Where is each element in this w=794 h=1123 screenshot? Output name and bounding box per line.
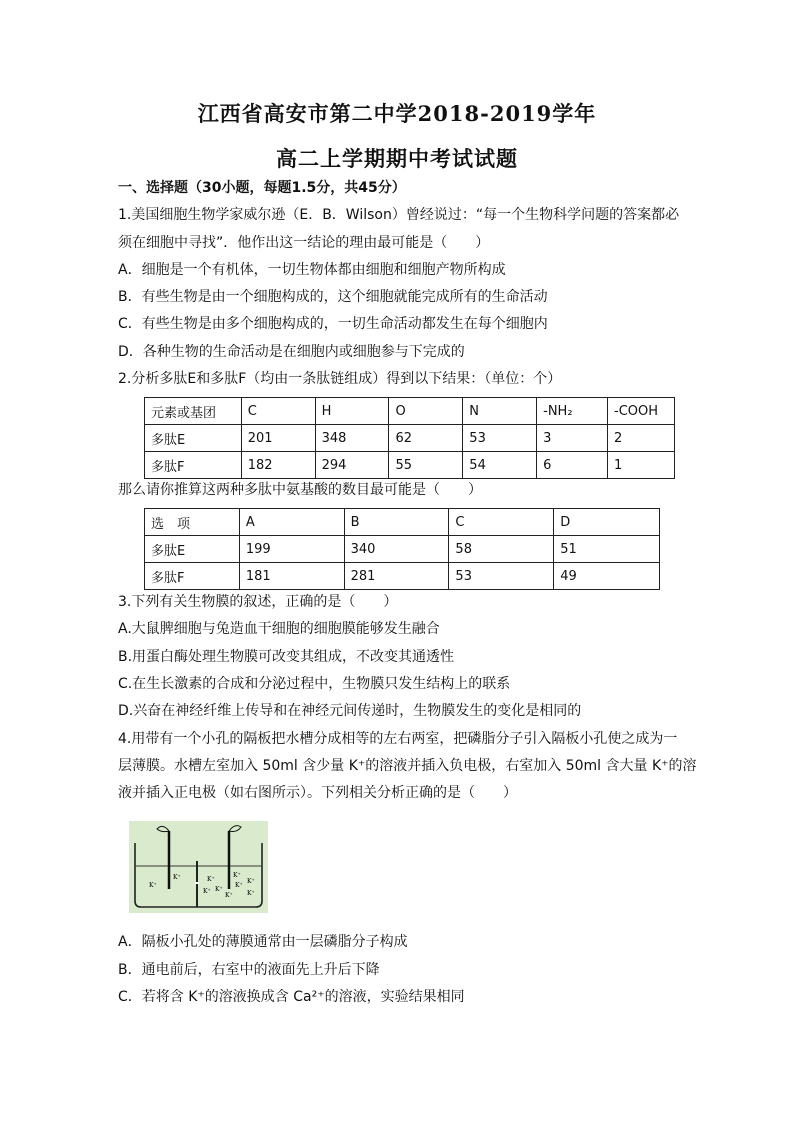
q1-option-d: D．各种生物的生命活动是在细胞内或细胞参与下完成的 [118,344,465,360]
table-cell: 元素或基团 [145,398,242,425]
ion-label: K⁺ [207,876,215,883]
table-cell: 2 [608,425,675,452]
q1-stem-line1: 1.美国细胞生物学家威尔逊（E．B．Wilson）曾经说过：“每一个生物科学问题的答案都必 [118,207,680,223]
q4-option-a: A．隔板小孔处的薄膜通常由一层磷脂分子构成 [118,934,408,950]
table-cell: H [315,398,389,425]
q4-option-c: C．若将含 K⁺的溶液换成含 Ca²⁺的溶液，实验结果相同 [118,989,465,1005]
table-cell: 49 [554,563,660,590]
q4-stem-line1: 4.用带有一个小孔的隔板把水槽分成相等的左右两室，把磷脂分子引入隔板小孔使之成为一 [118,731,678,747]
q2-followup: 那么请你推算这两种多肽中氨基酸的数目最可能是（ ） [118,482,482,498]
table-row [145,452,675,479]
q3-option-c: C.在生长激素的合成和分泌过程中，生物膜只发生结构上的联系 [118,676,511,692]
q1-option-b: B．有些生物是由一个细胞构成的，这个细胞就能完成所有的生命活动 [118,289,548,305]
table-row [145,536,660,563]
table-cell: 多肽E [145,536,240,563]
q4-stem-line2: 层薄膜。水槽左室加入 50ml 含少量 K⁺的溶液并插入负电极，右室加入 50ml 含大量 K⁺的溶 [118,758,697,774]
table-cell: 53 [449,563,554,590]
water-tank-diagram [129,821,268,913]
table-cell: 62 [389,425,463,452]
q1-option-c: C．有些生物是由多个细胞构成的，一切生命活动都发生在每个细胞内 [118,316,548,332]
q4-option-b: B．通电前后，右室中的液面先上升后下降 [118,962,380,978]
options-table [144,508,660,590]
table-cell: 348 [315,425,389,452]
ion-label: K⁺ [233,872,241,879]
table-cell: 294 [315,452,389,479]
table-cell: 3 [537,425,608,452]
q3-option-a: A.大鼠脾细胞与兔造血干细胞的细胞膜能够发生融合 [118,621,440,637]
table-cell: 182 [241,452,315,479]
ion-label: K⁺ [247,890,255,897]
table-row [145,563,660,590]
table-cell: 6 [537,452,608,479]
q3-stem: 3.下列有关生物膜的叙述，正确的是（ ） [118,594,398,610]
table-cell: 选 项 [145,509,240,536]
table-cell: 281 [344,563,449,590]
table-cell: 340 [344,536,449,563]
table-cell: C [449,509,554,536]
ion-label: K⁺ [247,878,255,885]
q2-stem: 2.分析多肽E和多肽F（均由一条肽链组成）得到以下结果：（单位：个） [118,371,562,387]
ion-label: K⁺ [203,888,211,895]
table-cell: N [463,398,537,425]
q4-stem-line3: 液并插入正电极（如右图所示）。下列相关分析正确的是（ ） [118,785,517,801]
q3-option-d: D.兴奋在神经纤维上传导和在神经元间传递时，生物膜发生的变化是相同的 [118,703,582,719]
q1-option-a: A．细胞是一个有机体，一切生物体都由细胞和细胞产物所构成 [118,262,506,278]
table-cell: 54 [463,452,537,479]
table-cell: A [239,509,344,536]
table-cell: 多肽F [145,452,242,479]
table-cell: 199 [239,536,344,563]
diagram-background [129,821,268,913]
table-cell: B [344,509,449,536]
table-cell: 多肽E [145,425,242,452]
q3-option-b: B.用蛋白酶处理生物膜可改变其组成，不改变其通透性 [118,649,455,665]
ion-label: K⁺ [225,892,233,899]
q1-stem-line2: 须在细胞中寻找”．他作出这一结论的理由最可能是（ ） [118,235,490,251]
section-heading: 一、选择题（30小题，每题1.5分，共45分） [118,180,406,196]
table-cell: 1 [608,452,675,479]
ion-label: K⁺ [235,882,243,889]
table-header-row [145,398,675,425]
table-cell: O [389,398,463,425]
table-cell: D [554,509,660,536]
table-cell: C [241,398,315,425]
table-cell: -NH₂ [537,398,608,425]
table-cell: 201 [241,425,315,452]
table-cell: 53 [463,425,537,452]
table-cell: 181 [239,563,344,590]
table-row [145,425,675,452]
element-count-table [144,397,675,479]
table-cell: 多肽F [145,563,240,590]
table-header-row [145,509,660,536]
ion-label: K⁺ [149,882,157,889]
table-cell: 55 [389,452,463,479]
ion-label: K⁺ [215,886,223,893]
ion-label: K⁺ [173,874,181,881]
document-title: 江西省高安市第二中学2018-2019学年 [197,101,597,126]
document-subtitle: 高二上学期期中考试试题 [276,146,518,171]
table-cell: 58 [449,536,554,563]
table-cell: -COOH [608,398,675,425]
table-cell: 51 [554,536,660,563]
